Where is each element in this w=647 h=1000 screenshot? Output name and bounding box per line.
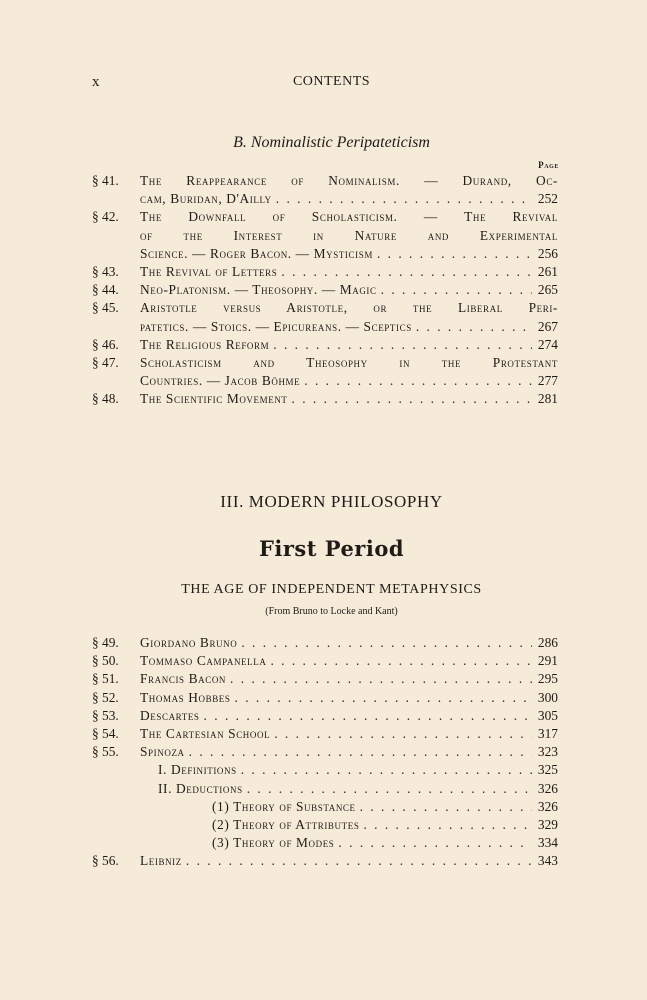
- dot-leader: [274, 725, 532, 743]
- entry-body: [140, 816, 558, 834]
- entry-page: 329: [537, 817, 558, 833]
- toc-entry: [92, 634, 558, 652]
- section-number: § 49.: [92, 635, 119, 650]
- toc-entry: [92, 761, 558, 779]
- entry-body: [140, 707, 558, 725]
- entry-title: Giordano Bruno: [140, 635, 238, 650]
- toc-entry: [92, 689, 558, 707]
- section-number: § 56.: [92, 853, 119, 869]
- dot-leader: [338, 834, 532, 852]
- entry-line: [140, 852, 558, 870]
- entry-title: patetics. — Stoics. — Epicureans. — Sceptics: [140, 318, 412, 334]
- entry-body: [140, 208, 558, 263]
- entry-line: [140, 689, 558, 707]
- entry-line: [140, 281, 558, 299]
- section-number: § 46.: [92, 336, 119, 352]
- period-title: First Period: [258, 536, 405, 561]
- toc-entry: [92, 852, 558, 870]
- toc-entry: [92, 354, 558, 390]
- entry-body: [140, 798, 558, 816]
- entry-title: Leibniz: [140, 853, 182, 869]
- entry-title: of the Interest in Nature and Experimental: [140, 227, 558, 243]
- dot-leader: [377, 245, 532, 263]
- toc-entry: [92, 208, 558, 263]
- toc-entry: [92, 670, 558, 688]
- section-number: § 52.: [92, 689, 119, 705]
- entry-body: [140, 689, 558, 707]
- entry-title: The Cartesian School: [140, 726, 271, 742]
- entry-line: [140, 263, 558, 281]
- entry-title: (2) Theory of Attributes: [212, 817, 360, 833]
- entry-line: [140, 725, 558, 743]
- entry-line: [140, 743, 558, 761]
- entry-title: The Revival of Letters: [140, 264, 278, 280]
- dot-leader: [360, 798, 532, 816]
- section-number: § 55.: [92, 744, 119, 760]
- entry-title: Descartes: [140, 707, 200, 723]
- dot-leader: [241, 761, 532, 779]
- toc-entry: [92, 263, 558, 281]
- dot-leader: [273, 336, 532, 354]
- entry-page: 305: [537, 707, 558, 723]
- toc-entry: [92, 834, 558, 852]
- entry-title: Neo-Platonism. — Theosophy. — Magic: [140, 282, 377, 298]
- entry-line: [140, 299, 558, 317]
- entry-line: [140, 227, 558, 245]
- toc-entry: [92, 725, 558, 743]
- entry-page: 281: [537, 391, 558, 407]
- section-number: § 43.: [92, 264, 119, 280]
- entry-body: [140, 281, 558, 299]
- toc-entry: [92, 336, 558, 354]
- entry-line: [140, 336, 558, 354]
- entry-title: I. Definitions: [158, 762, 237, 778]
- toc-entry: [92, 652, 558, 670]
- entry-line: [140, 390, 558, 408]
- running-head: CONTENTS: [292, 74, 371, 89]
- entry-line: [140, 172, 558, 190]
- entry-line: [140, 190, 558, 208]
- entry-page: 323: [537, 744, 558, 760]
- entry-line: [140, 707, 558, 725]
- dot-leader: [363, 816, 532, 834]
- section-number: § 47.: [92, 355, 119, 371]
- entry-body: [140, 743, 558, 761]
- entry-body: [140, 652, 558, 670]
- dot-leader: [416, 318, 532, 336]
- entry-line: [140, 354, 558, 372]
- dot-leader: [189, 743, 532, 761]
- entry-line: [140, 208, 558, 226]
- section-number: § 48.: [92, 391, 119, 407]
- dot-leader: [186, 852, 532, 870]
- entry-page: 274: [537, 336, 558, 352]
- entry-page: 300: [537, 689, 558, 705]
- entry-body: [140, 390, 558, 408]
- dot-leader: [204, 707, 532, 725]
- entry-line: [140, 652, 558, 670]
- entry-title: The Downfall of Scholasticism. — The Revival: [140, 209, 558, 225]
- section-number: § 41.: [92, 173, 119, 188]
- entry-page: 325: [537, 762, 558, 778]
- toc-entry: [92, 743, 558, 761]
- entry-title: Countries. — Jacob Böhme: [140, 373, 301, 389]
- entry-title: Spinoza: [140, 744, 185, 760]
- entry-body: [140, 761, 558, 779]
- part-title: III. MODERN PHILOSOPHY: [220, 492, 443, 511]
- entry-page: 343: [537, 853, 558, 869]
- entry-title: II. Deductions: [158, 780, 243, 796]
- section-number: § 44.: [92, 282, 119, 298]
- entry-title: Thomas Hobbes: [140, 689, 231, 705]
- entry-title: The Religious Reform: [140, 336, 270, 352]
- entry-line: [140, 318, 558, 336]
- entry-title: The Reappearance of Nominalism. — Durand, Oc-: [140, 173, 558, 188]
- entry-line: [140, 816, 558, 834]
- entry-body: [140, 299, 558, 335]
- entry-title: The Scientific Movement: [140, 391, 288, 407]
- dot-leader: [241, 634, 532, 652]
- entry-title: cam, Buridan, D'Ailly: [140, 191, 272, 207]
- entry-page: 295: [537, 671, 558, 687]
- entry-page: 265: [537, 282, 558, 298]
- entry-title: (1) Theory of Substance: [212, 798, 356, 814]
- toc-entry: [92, 172, 558, 208]
- entry-title: (3) Theory of Modes: [212, 835, 335, 851]
- section-number: § 45.: [92, 300, 119, 316]
- toc-section-b: [92, 172, 558, 409]
- entry-line: [140, 780, 558, 798]
- entry-page: 291: [537, 653, 558, 669]
- section-number: § 54.: [92, 726, 119, 742]
- entry-page: 326: [537, 780, 558, 796]
- toc-entry: [92, 798, 558, 816]
- entry-page: 326: [537, 798, 558, 814]
- entry-body: [140, 263, 558, 281]
- dot-leader: [270, 652, 532, 670]
- entry-body: [140, 354, 558, 390]
- toc-entry: [92, 816, 558, 834]
- dot-leader: [281, 263, 532, 281]
- entry-title: Aristotle versus Aristotle, or the Liberal Peri-: [140, 300, 558, 316]
- section-number: § 53.: [92, 707, 119, 723]
- entry-line: [140, 834, 558, 852]
- page-column-label: Page: [538, 160, 559, 170]
- toc-entry: [92, 780, 558, 798]
- entry-body: [140, 634, 558, 652]
- entry-body: [140, 725, 558, 743]
- entry-title: Tommaso Campanella: [140, 653, 267, 669]
- dot-leader: [230, 670, 532, 688]
- age-title: THE AGE OF INDEPENDENT METAPHYSICS: [181, 582, 482, 597]
- dot-leader: [292, 390, 532, 408]
- toc-entry: [92, 707, 558, 725]
- entry-page: 267: [537, 318, 558, 334]
- age-subtitle: (From Bruno to Locke and Kant): [265, 606, 398, 617]
- dot-leader: [235, 689, 532, 707]
- entry-line: [140, 670, 558, 688]
- entry-page: 252: [537, 191, 558, 207]
- dot-leader: [304, 372, 532, 390]
- toc-entry: [92, 281, 558, 299]
- entry-page: 334: [537, 835, 558, 851]
- section-heading: B. Nominalistic Peripateticism: [233, 134, 430, 151]
- entry-line: [140, 245, 558, 263]
- entry-line: [140, 761, 558, 779]
- dot-leader: [381, 281, 532, 299]
- entry-body: [140, 834, 558, 852]
- entry-page: 277: [537, 373, 558, 389]
- entry-body: [140, 780, 558, 798]
- entry-page: 286: [537, 635, 558, 650]
- entry-body: [140, 336, 558, 354]
- toc-entry: [92, 390, 558, 408]
- entry-title: Francis Bacon: [140, 671, 227, 687]
- toc-section-modern: [92, 634, 558, 871]
- entry-page: 317: [537, 726, 558, 742]
- entry-title: Science. — Roger Bacon. — Mysticism: [140, 245, 373, 261]
- page-number: x: [92, 74, 100, 90]
- dot-leader: [276, 190, 532, 208]
- section-number: § 42.: [92, 209, 119, 225]
- entry-line: [140, 798, 558, 816]
- section-number: § 50.: [92, 653, 119, 669]
- entry-body: [140, 172, 558, 208]
- entry-line: [140, 634, 558, 652]
- dot-leader: [247, 780, 532, 798]
- entry-page: 256: [537, 245, 558, 261]
- section-number: § 51.: [92, 671, 119, 687]
- entry-body: [140, 670, 558, 688]
- toc-entry: [92, 299, 558, 335]
- entry-body: [140, 852, 558, 870]
- entry-line: [140, 372, 558, 390]
- entry-page: 261: [537, 264, 558, 280]
- entry-title: Scholasticism and Theosophy in the Protestant: [140, 355, 558, 371]
